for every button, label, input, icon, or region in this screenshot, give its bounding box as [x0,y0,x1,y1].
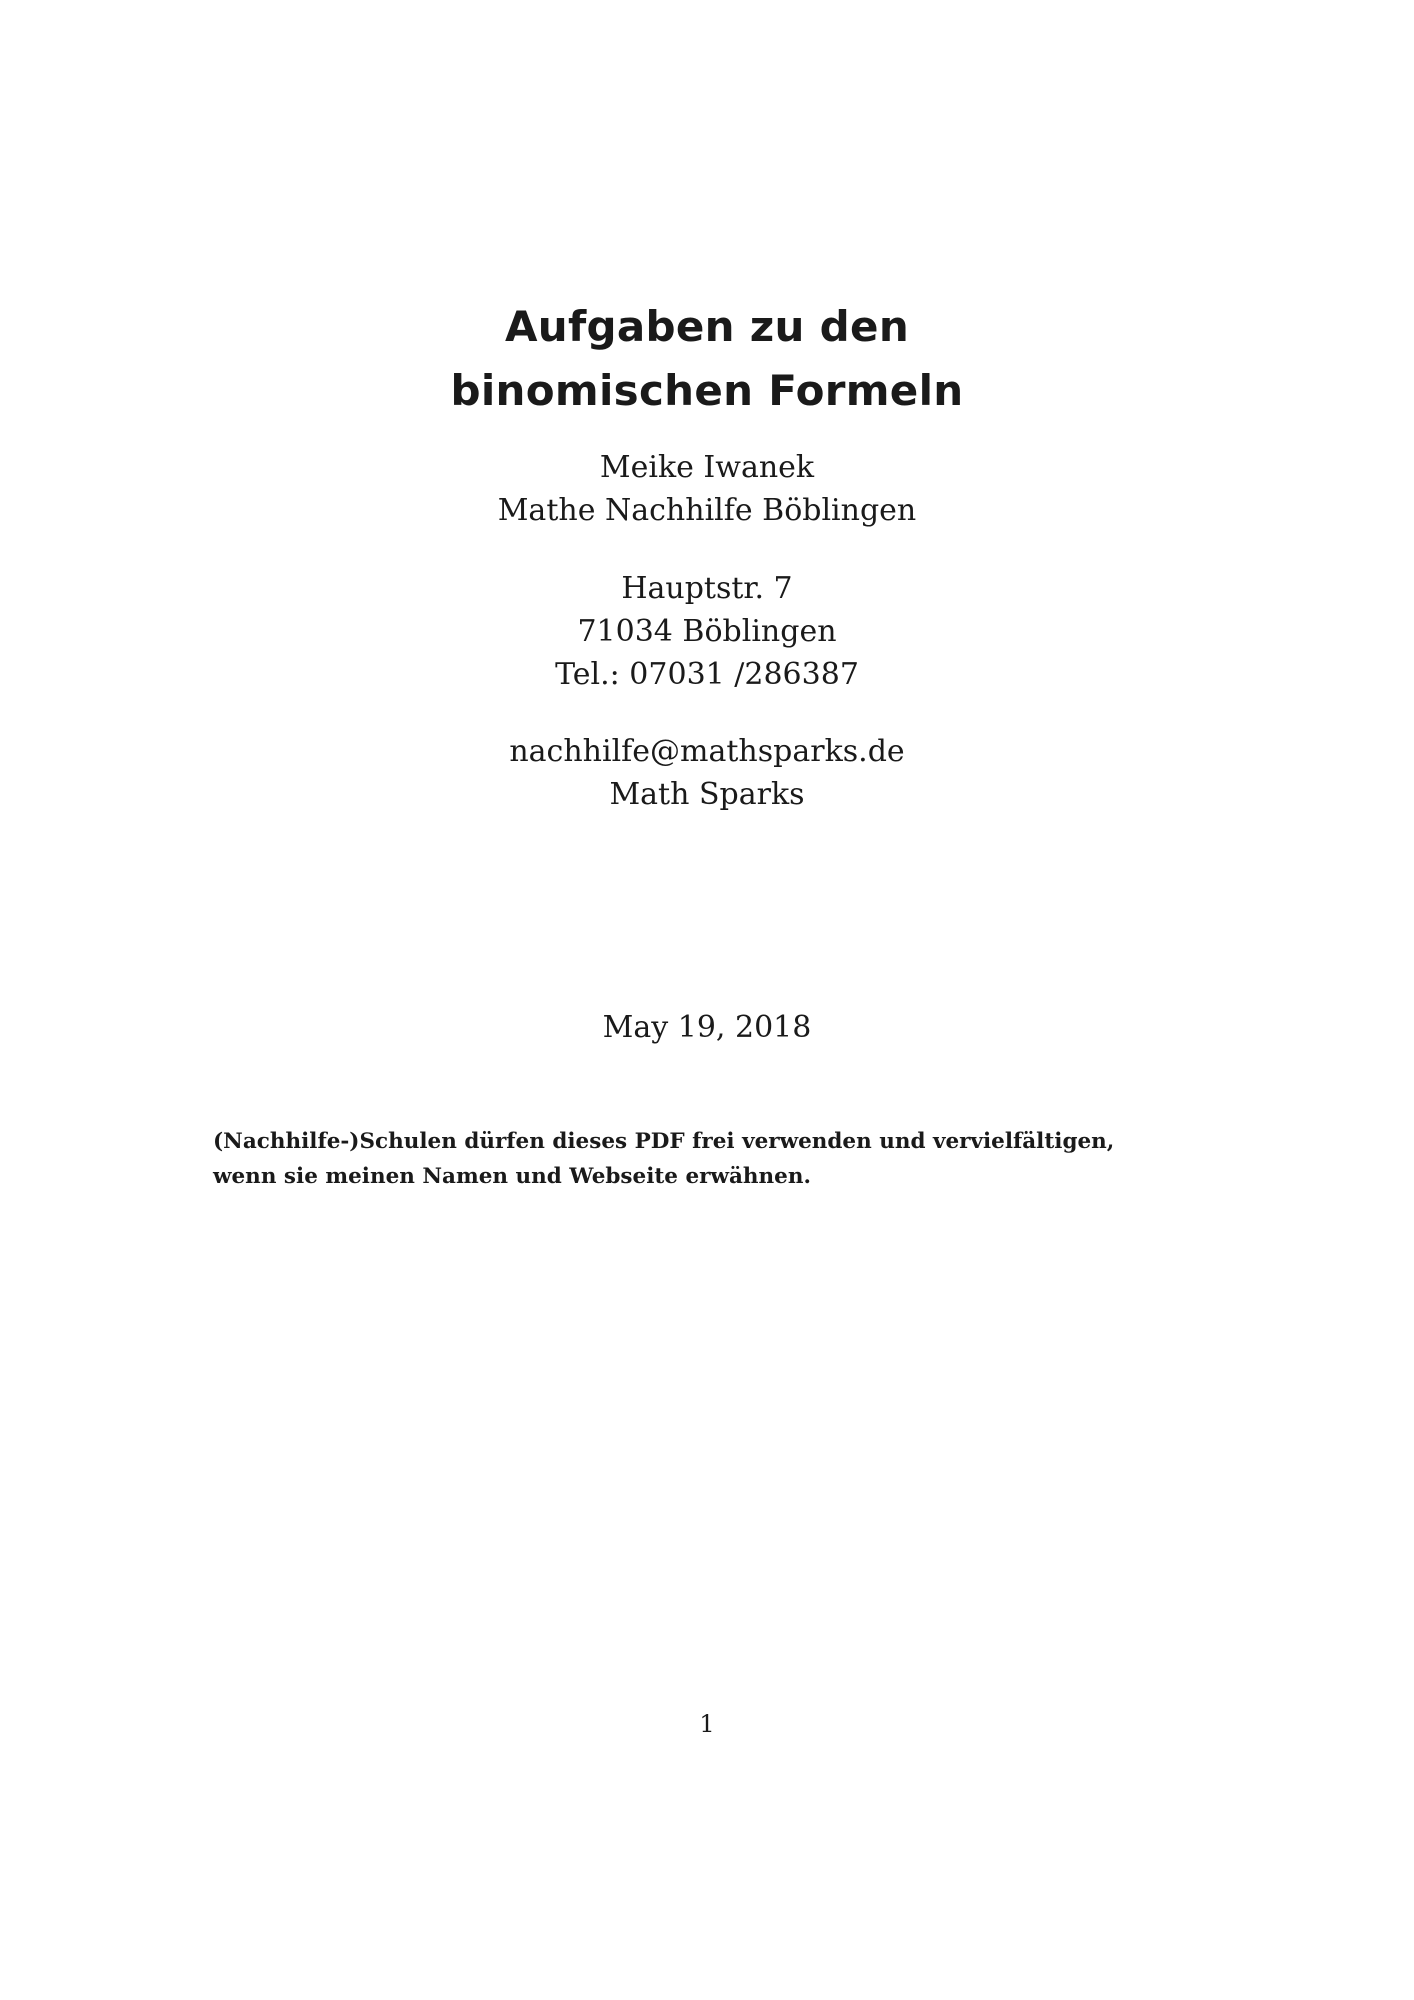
author-organization: Mathe Nachhilfe Böblingen [497,493,917,528]
address-city: 71034 Böblingen [577,614,837,649]
author-block [0,446,1414,532]
document-title [0,295,1414,423]
usage-notice-line-2: wenn sie meinen Namen und Webseite erwähnen. [213,1164,811,1189]
address-phone: Tel.: 07031 /286387 [555,657,859,692]
contact-email: nachhilfe@mathsparks.de [509,734,905,769]
title-line-1: Aufgaben zu den [504,302,910,351]
contact-block [0,730,1414,816]
author-name: Meike Iwanek [599,450,815,485]
contact-website: Math Sparks [609,777,805,812]
usage-notice-line-1: (Nachhilfe-)Schulen dürfen dieses PDF frei verwenden und vervielfältigen, [213,1129,1115,1154]
page-number: 1 [699,1710,715,1738]
usage-notice [213,1124,1213,1194]
address-block [0,567,1414,696]
document-date: May 19, 2018 [602,1010,812,1045]
title-line-2: binomischen Formeln [450,366,964,415]
address-street: Hauptstr. 7 [621,571,793,606]
